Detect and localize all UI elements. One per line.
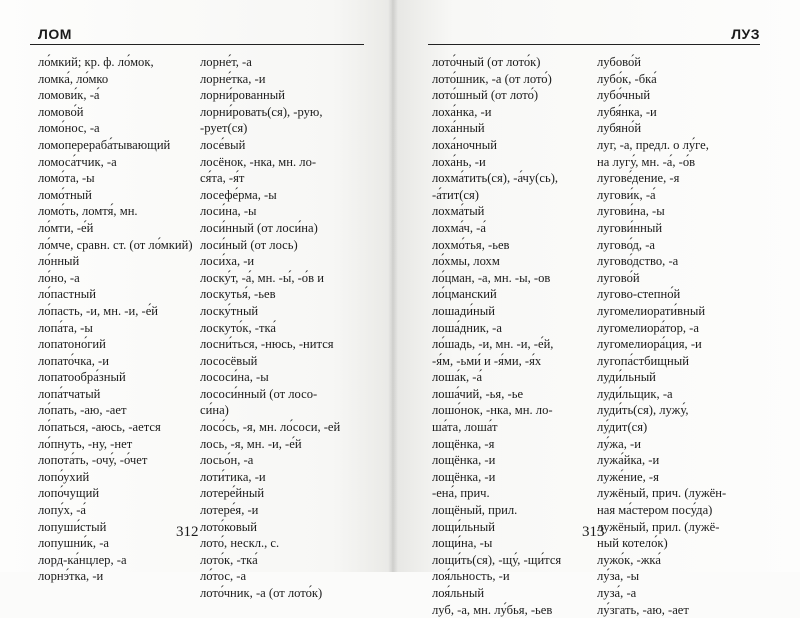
- dictionary-entry: луди́льщик, -а: [597, 386, 673, 401]
- dictionary-entry: лощёнка, -и: [432, 469, 496, 484]
- dictionary-entry: -я́м, -ьми́ и -я́ми, -я́х: [432, 353, 542, 368]
- dictionary-entry: лото́, нескл., с.: [200, 536, 280, 551]
- dictionary-entry: ло́пать, -аю, -ает: [38, 403, 127, 418]
- dictionary-entry: лото́ковый: [200, 519, 257, 534]
- dictionary-entry: лото́шный (от лото́): [432, 88, 539, 103]
- dictionary-entry: лохма́тить(ся), -а́чу(сь),: [432, 171, 559, 186]
- dictionary-entry: ло́пасть, -и, мн. -и, -е́й: [38, 303, 159, 318]
- dictionary-entry: лоха́ночный: [432, 137, 497, 152]
- dictionary-entry: лотере́я, -и: [200, 503, 259, 518]
- dictionary-entry: лопу́х, -а́: [38, 503, 86, 518]
- dictionary-entry: на лугу́, мн. -а́, -о́в: [597, 154, 696, 169]
- dictionary-entry: лугово́й: [597, 270, 640, 285]
- dictionary-entry: лопушни́к, -а: [38, 536, 109, 551]
- dictionary-entry: ло́пнуть, -ну, -нет: [38, 436, 133, 451]
- dictionary-entry: ломово́й: [38, 104, 84, 119]
- dictionary-entry: лоха́нный: [432, 121, 485, 136]
- dictionary-entry: лугомелиора́тор, -а: [597, 320, 699, 335]
- dictionary-entry: лопо́ухий: [38, 469, 90, 484]
- dictionary-entry: лопота́ть, -очу́, -о́чет: [38, 453, 148, 468]
- dictionary-entry: лото́чный (от лото́к): [432, 55, 541, 69]
- page-number-left: 312: [176, 524, 199, 540]
- dictionary-entry: лугопа́стбищный: [597, 353, 689, 368]
- dictionary-entry: лугови́нный: [597, 220, 663, 235]
- dictionary-entry: лососи́нный (от лосо-: [200, 386, 318, 401]
- dictionary-entry: лоша́чий, -ья, -ье: [432, 386, 524, 401]
- dictionary-entry: лугови́к, -а́: [597, 187, 656, 202]
- dictionary-entry: лотере́йный: [200, 486, 265, 501]
- dictionary-entry: ломо́нос, -а: [38, 121, 100, 136]
- dictionary-entry: лошо́нок, -нка, мн. ло-: [432, 403, 553, 418]
- dictionary-entry: -рует(ся): [200, 121, 248, 136]
- dictionary-entry: лоси́ный (от лось): [200, 237, 298, 252]
- left-column-1: [38, 54, 193, 585]
- dictionary-entry: лохма́тый: [432, 204, 485, 219]
- dictionary-entry: лосе́вый: [200, 137, 246, 152]
- dictionary-entry: лоскутья́, -ьев: [200, 287, 276, 302]
- dictionary-entry: лоя́льность, -и: [432, 569, 510, 584]
- dictionary-entry: лугови́на, -ы: [597, 204, 665, 219]
- dictionary-entry: лугомелиора́ция, -и: [597, 337, 702, 352]
- dictionary-entry: лосефе́рма, -ы: [200, 187, 277, 202]
- dictionary-entry: лошади́ный: [432, 303, 495, 318]
- dictionary-entry: лоха́нь, -и: [432, 154, 486, 169]
- dictionary-entry: лопа́тчатый: [38, 386, 101, 401]
- dictionary-entry: лоси́на, -ы: [200, 204, 257, 219]
- dictionary-entry: лугове́дение, -я: [597, 171, 680, 186]
- dictionary-entry: ло́паться, -аюсь, -ается: [38, 420, 161, 435]
- dictionary-entry: лугово́д, -а: [597, 237, 656, 252]
- dictionary-entry: ломови́к, -а́: [38, 88, 100, 103]
- dictionary-entry: ло́но, -а: [38, 270, 80, 285]
- dictionary-entry: ная ма́стером посу́да): [597, 503, 713, 518]
- dictionary-entry: лужёный, прич. (лужён-: [597, 486, 727, 501]
- dictionary-entry: лопуши́стый: [38, 519, 107, 534]
- dictionary-entry: ломка́, ло́мко: [38, 71, 109, 86]
- page-number-right: 313: [582, 524, 605, 540]
- dictionary-entry: лорне́тка, -и: [200, 71, 266, 86]
- dictionary-entry: лужёный, прил. (лужё-: [597, 519, 720, 534]
- dictionary-entry: -ена́, прич.: [432, 486, 490, 501]
- dictionary-entry: лужа́йка, -и: [597, 453, 660, 468]
- dictionary-entry: лорнэ́тка, -и: [38, 569, 104, 584]
- dictionary-entry: лощи́льный: [432, 519, 495, 534]
- dictionary-entry: лужо́к, -жка́: [597, 552, 661, 567]
- dictionary-entry: лососёвый: [200, 353, 258, 368]
- dictionary-entry: луг, -а, предл. о лу́ге,: [597, 137, 709, 152]
- dictionary-entry: лопо́чущий: [38, 486, 100, 501]
- dictionary-entry: ло́пастный: [38, 287, 96, 302]
- dictionary-entry: лото́шник, -а (от лото́): [432, 71, 552, 86]
- dictionary-entry: лорни́ровать(ся), -рую,: [200, 104, 323, 119]
- dictionary-entry: лорне́т, -а: [200, 55, 252, 69]
- dictionary-entry: лохмо́тья, -ьев: [432, 237, 510, 252]
- dictionary-entry: ломоперераба́тывающий: [38, 137, 171, 152]
- dictionary-entry: лосьо́н, -а: [200, 453, 254, 468]
- running-head-right: ЛУЗ: [731, 26, 760, 42]
- dictionary-entry: луб, -а, мн. лу́бья, -ьев: [432, 602, 553, 617]
- dictionary-entry: лопа́та, -ы: [38, 320, 93, 335]
- dictionary-entry: луди́ть(ся), лужу́,: [597, 403, 689, 418]
- dictionary-entry: лоси́ха, -и: [200, 254, 255, 269]
- dictionary-entry: лугомелиорати́вный: [597, 303, 706, 318]
- dictionary-entry: лоси́нный (от лоси́на): [200, 220, 318, 235]
- dictionary-entry: лохма́ч, -а́: [432, 220, 486, 235]
- dictionary-entry: лубово́й: [597, 55, 642, 69]
- dictionary-entry: лоску́т, -а́, мн. -ы́, -о́в и: [200, 270, 324, 285]
- dictionary-entry: лососи́на, -ы: [200, 370, 269, 385]
- right-column-2: [597, 54, 726, 618]
- dictionary-entry: лугово-степно́й: [597, 287, 681, 302]
- dictionary-entry: ло́мче, сравн. ст. (от ло́мкий): [38, 237, 193, 252]
- dictionary-entry: лопато́чка, -и: [38, 353, 109, 368]
- dictionary-entry: лоша́к, -а́: [432, 370, 483, 385]
- dictionary-entry: ло́хмы, лохм: [432, 254, 500, 269]
- dictionary-entry: лоха́нка, -и: [432, 104, 492, 119]
- dictionary-entry: лощёнка, -и: [432, 453, 496, 468]
- left-page: [0, 0, 392, 600]
- dictionary-entry: ло́тос, -а: [200, 569, 247, 584]
- dictionary-entry: лубя́нка, -и: [597, 104, 657, 119]
- right-column-1: [432, 54, 561, 618]
- dictionary-entry: лоя́льный: [432, 586, 485, 600]
- dictionary-entry: лосо́сь, -я, мн. ло́соси, -ей: [200, 420, 341, 435]
- dictionary-entry: лось, -я, мн. -и, -е́й: [200, 436, 302, 451]
- book-gutter: [388, 0, 398, 572]
- dictionary-entry: ша́та, лоша́т: [432, 420, 498, 435]
- dictionary-entry: ло́цманский: [432, 287, 497, 302]
- dictionary-entry: лу́за, -ы: [597, 569, 640, 584]
- dictionary-entry: ло́нный: [38, 254, 80, 269]
- left-column-2: [200, 54, 340, 602]
- dictionary-entry: лубо́чный: [597, 88, 651, 103]
- dictionary-entry: ло́мкий; кр. ф. ло́мок,: [38, 55, 154, 69]
- dictionary-entry: лубяно́й: [597, 121, 642, 136]
- running-head-left: ЛОМ: [38, 26, 72, 42]
- dictionary-entry: лощи́ть(ся), -щу́, -щи́тся: [432, 552, 562, 567]
- dictionary-entry: лоша́дник, -а: [432, 320, 502, 335]
- dictionary-entry: лоскуто́к, -тка́: [200, 320, 276, 335]
- dictionary-entry: луже́ние, -я: [597, 469, 659, 484]
- dictionary-entry: ло́мти, -е́й: [38, 220, 94, 235]
- dictionary-entry: лопатообра́зный: [38, 370, 126, 385]
- header-rule-left: [30, 44, 364, 45]
- dictionary-entry: лорд-ка́нцлер, -а: [38, 552, 127, 567]
- dictionary-entry: лубо́к, -бка́: [597, 71, 657, 86]
- dictionary-entry: ло́цман, -а, мн. -ы, -ов: [432, 270, 551, 285]
- dictionary-entry: лосни́ться, -нюсь, -нится: [200, 337, 334, 352]
- dictionary-entry: ло́шадь, -и, мн. -и, -е́й,: [432, 337, 554, 352]
- dictionary-entry: лощёный, прил.: [432, 503, 518, 518]
- dictionary-entry: ломо́тный: [38, 187, 92, 202]
- dictionary-entry: лощи́на, -ы: [432, 536, 493, 551]
- dictionary-entry: ся́та, -я́т: [200, 171, 245, 186]
- dictionary-entry: лугово́дство, -а: [597, 254, 679, 269]
- dictionary-entry: ломо́та, -ы: [38, 171, 95, 186]
- dictionary-entry: луди́льный: [597, 370, 656, 385]
- dictionary-entry: лорни́рованный: [200, 88, 286, 103]
- dictionary-entry: лото́чник, -а (от лото́к): [200, 586, 323, 600]
- dictionary-entry: лоти́тика, -и: [200, 469, 266, 484]
- dictionary-entry: луза́, -а: [597, 586, 637, 600]
- dictionary-entry: лото́к, -тка́: [200, 552, 258, 567]
- right-page: [392, 0, 800, 617]
- dictionary-entry: лощёнка, -я: [432, 436, 495, 451]
- dictionary-entry: лосёнок, -нка, мн. ло-: [200, 154, 317, 169]
- dictionary-entry: лу́дит(ся): [597, 420, 648, 435]
- header-rule-right: [428, 44, 760, 45]
- dictionary-entry: -а́тит(ся): [432, 187, 479, 202]
- dictionary-entry: си́на): [200, 403, 229, 418]
- dictionary-entry: лоску́тный: [200, 303, 259, 318]
- dictionary-entry: ломоса́тчик, -а: [38, 154, 117, 169]
- dictionary-entry: лопатоно́гий: [38, 337, 106, 352]
- dictionary-entry: ный котело́к): [597, 536, 668, 551]
- dictionary-entry: лу́жа, -и: [597, 436, 641, 451]
- dictionary-entry: лу́згать, -аю, -ает: [597, 602, 689, 617]
- dictionary-entry: ломо́ть, ломтя́, мн.: [38, 204, 138, 219]
